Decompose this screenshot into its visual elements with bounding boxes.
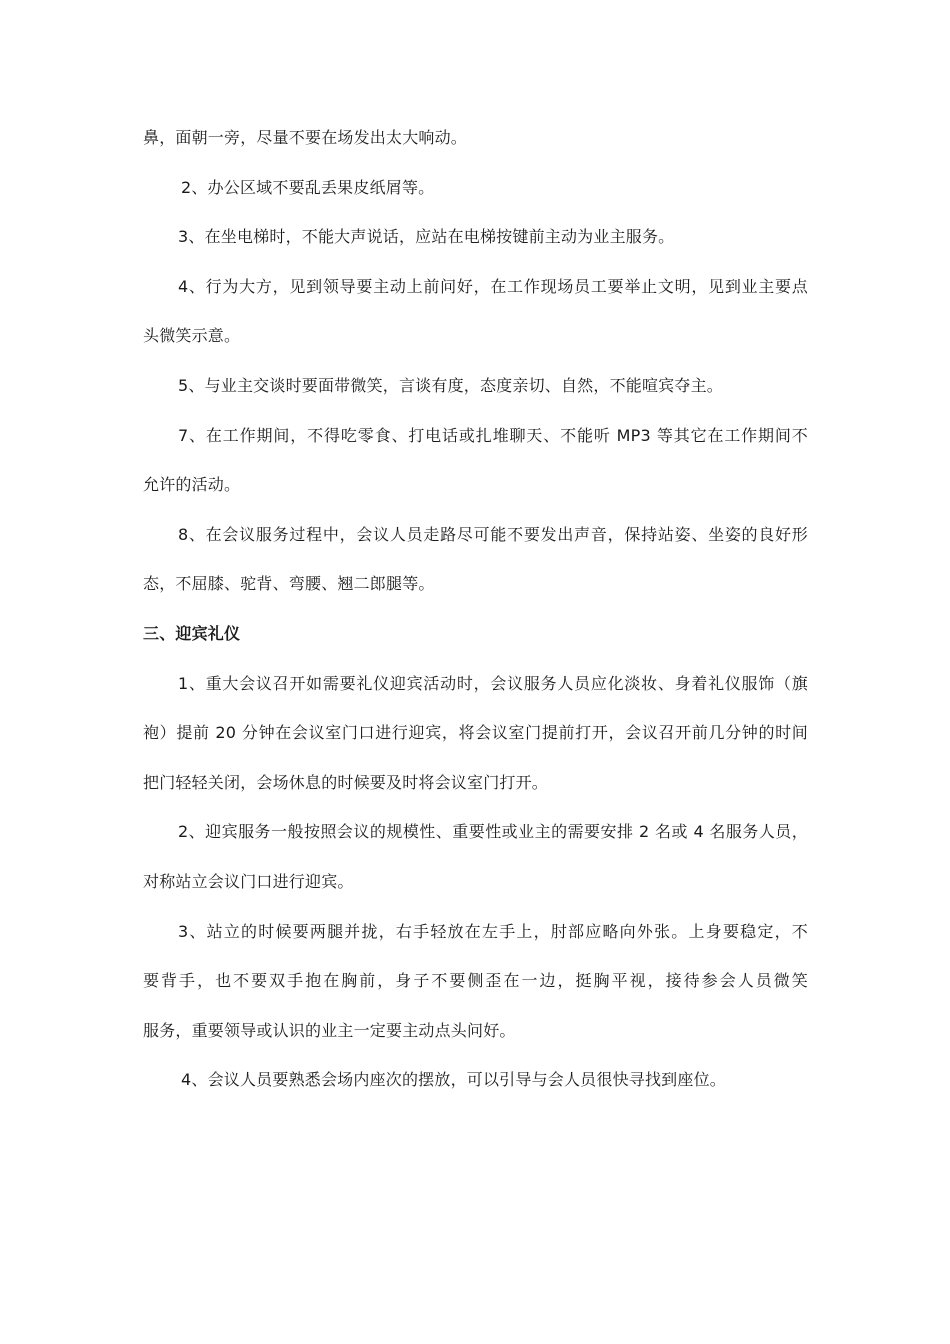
paragraph-line: 头微笑示意。 [143, 326, 241, 346]
paragraph-line: 8、在会议服务过程中，会议人员走路尽可能不要发出声音，保持站姿、坐姿的良好形 [178, 524, 808, 544]
paragraph-line: 袍）提前 20 分钟在会议室门口进行迎宾，将会议室门提前打开，会议召开前几分钟的时间 [143, 723, 808, 743]
paragraph-line: 4、会议人员要熟悉会场内座次的摆放，可以引导与会人员很快寻找到座位。 [181, 1070, 726, 1090]
paragraph-line: 鼻，面朝一旁，尽量不要在场发出太大响动。 [143, 128, 468, 147]
document-body [143, 124, 808, 1116]
paragraph-line: 1、重大会议召开如需要礼仪迎宾活动时，会议服务人员应化淡妆、身着礼仪服饰（旗 [178, 673, 808, 693]
paragraph-line: 服务，重要领导或认识的业主一定要主动点头问好。 [143, 1020, 516, 1040]
paragraph-line: 2、迎宾服务一般按照会议的规模性、重要性或业主的需要安排 2 名或 4 名服务人员， [178, 822, 808, 842]
paragraph-line: 把门轻轻关闭，会场休息的时候要及时将会议室门打开。 [143, 772, 549, 792]
paragraph-line: 对称站立会议门口进行迎宾。 [143, 871, 354, 891]
paragraph-line: 允许的活动。 [143, 475, 241, 495]
paragraph-line: 3、在坐电梯时，不能大声说话，应站在电梯按键前主动为业主服务。 [178, 227, 675, 247]
section-heading: 三、迎宾礼仪 [143, 623, 241, 643]
paragraph-line: 4、行为大方，见到领导要主动上前问好，在工作现场员工要举止文明，见到业主要点 [178, 276, 808, 296]
paragraph-line: 7、在工作期间，不得吃零食、打电话或扎堆聊天、不能听 MP3 等其它在工作期间不 [178, 425, 808, 445]
paragraph-line: 5、与业主交谈时要面带微笑，言谈有度，态度亲切、自然，不能喧宾夺主。 [178, 375, 723, 395]
paragraph-line: 3、站立的时候要两腿并拢，右手轻放在左手上，肘部应略向外张。上身要稳定，不 [178, 921, 808, 941]
paragraph-line: 要背手，也不要双手抱在胸前，身子不要侧歪在一边，挺胸平视，接待参会人员微笑 [143, 971, 808, 991]
paragraph-line: 2、办公区域不要乱丢果皮纸屑等。 [181, 177, 435, 197]
paragraph-line: 态，不屈膝、驼背、弯腰、翘二郎腿等。 [143, 574, 435, 594]
